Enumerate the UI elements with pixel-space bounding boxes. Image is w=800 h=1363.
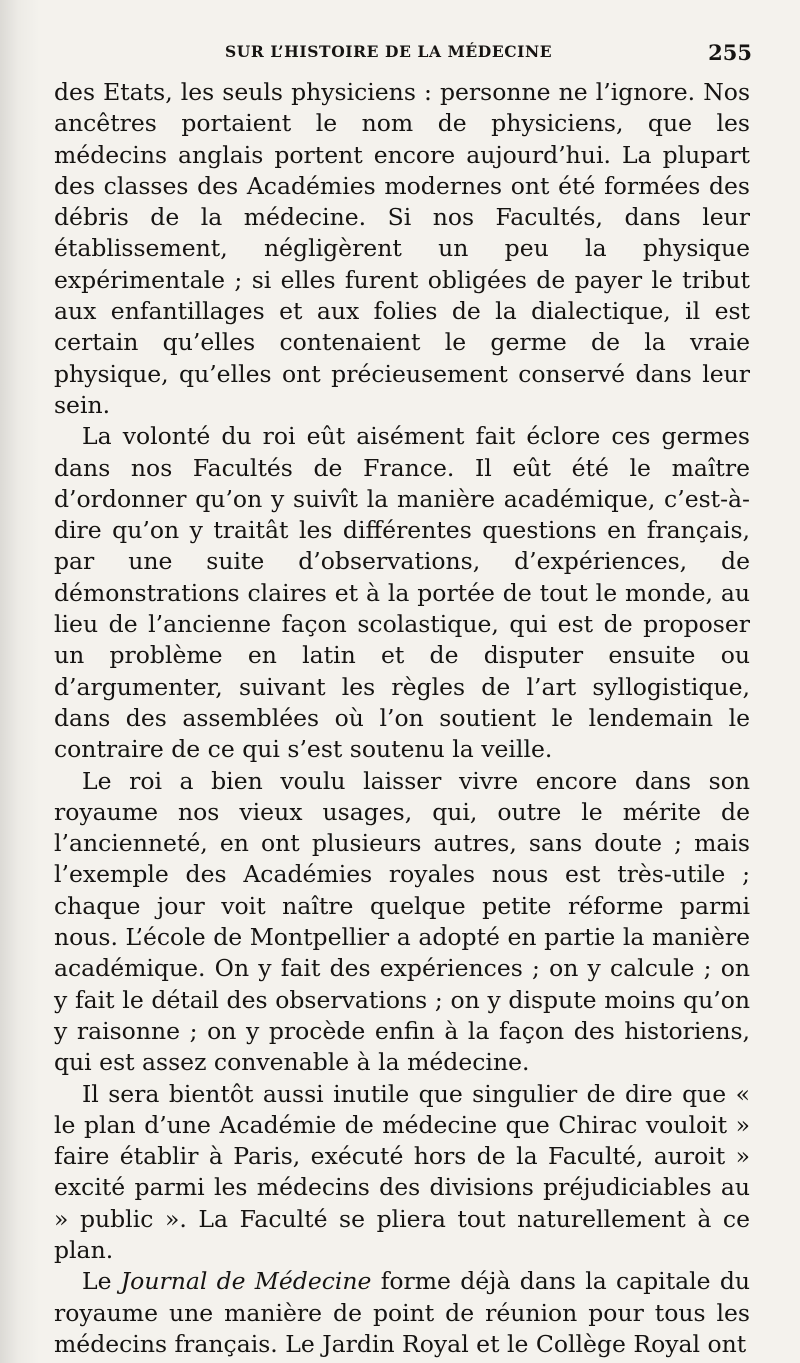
paragraph-5	[54, 1266, 750, 1360]
paragraph-5-rest: forme déjà dans la capitale du royaume une manière de point de réunion pour tous les médecins français. Le Jardin Royal et le Collège Royal ont	[54, 1267, 750, 1358]
paragraph-3: Le roi a bien voulu laisser vivre encore dans son royaume nos vieux usages, qui, outre le mérite de l’ancienneté, en ont plusieurs autres, sans doute ; mais l’exemple des Académies royales nous est très-utile ; chaque jour voit naître quelque petite réforme parmi nous. L’école de Montpellier a adopté en partie la manière académique. On y fait des expériences ; on y calcule ; on y fait le détail des observations ; on y dispute moins qu’on y raisonne ; on y procède enfin à la façon des historiens, qui est assez convenable à la médecine.	[54, 766, 750, 1077]
paragraph-4: Il sera bientôt aussi inutile que singulier de dire que « le plan d’une Académie de médecine que Chirac vouloit » faire établir à Paris, exécuté hors de la Faculté, auroit » excité parmi les médecins des divisions préjudiciables au » public ». La Faculté se pliera tout naturellement à ce plan.	[54, 1079, 750, 1264]
body-text	[54, 77, 750, 1360]
paragraph-2: La volonté du roi eût aisément fait éclore ces germes dans nos Facultés de France. Il eût été le maître d’ordonner qu’on y suivît la manière académique, c’est-à-dire qu’on y traitât les différentes questions en français, par une suite d’observations, d’expériences, de démonstrations claires et à la portée de tout le monde, au lieu de l’ancienne façon scolastique, qui est de proposer un problème en latin et de disputer ensuite ou d’argumenter, suivant les règles de l’art syllogistique, dans des assemblées où l’on soutient le lendemain le contraire de ce qui s’est soutenu la veille.	[54, 422, 750, 764]
page-header	[225, 40, 752, 70]
running-title: SUR L’HISTOIRE DE LA MÉDECINE	[225, 42, 553, 61]
journal-title: Journal de Médecine	[120, 1267, 372, 1296]
paragraph-5-start: Le	[82, 1267, 121, 1296]
paragraph-1: des Etats, les seuls physiciens : personne ne l’ignore. Nos ancêtres portaient le nom de physiciens, que les médecins anglais portent encore aujourd’hui. La plupart des classes des Académies modernes ont été formées des débris de la médecine. Si nos Facultés, dans leur établissement, négligèrent un peu la physique expérimentale ; si elles furent obligées de payer le tribut aux enfantillages et aux folies de la dialectique, il est certain qu’elles contenaient le germe de la vraie physique, qu’elles ont précieusement conservé dans leur sein.	[54, 78, 750, 419]
page-number: 255	[708, 40, 752, 65]
